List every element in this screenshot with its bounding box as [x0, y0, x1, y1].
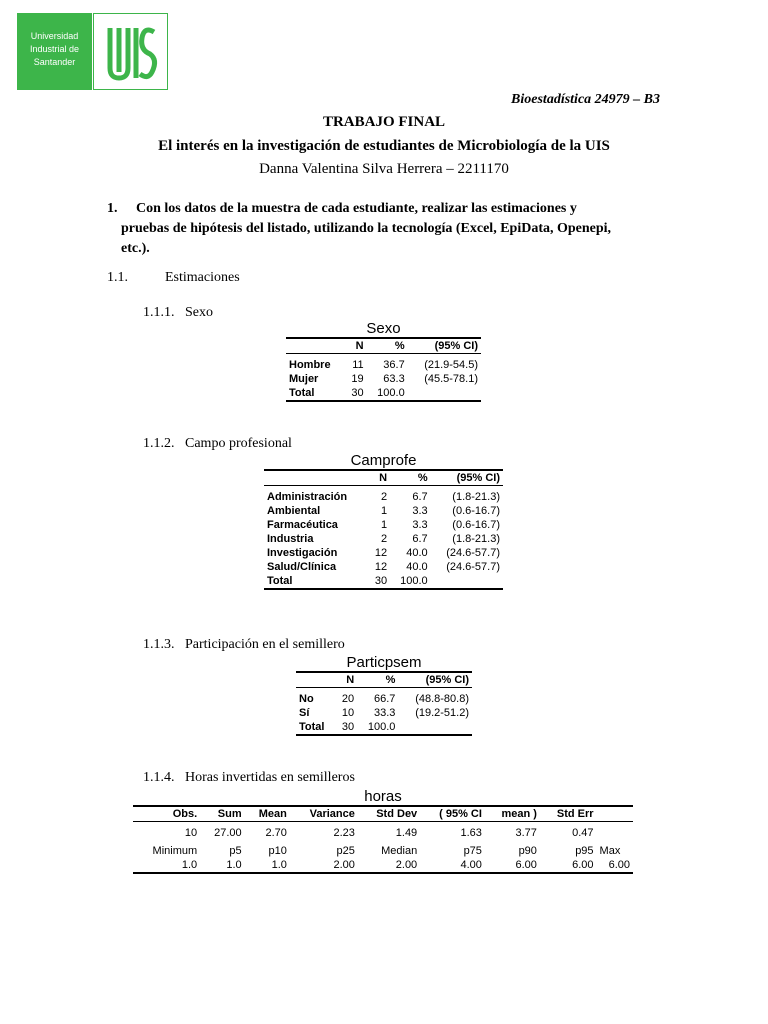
- logo-line-1: Universidad: [30, 31, 79, 41]
- cell: 1: [381, 519, 388, 531]
- cell: (45.5-78.1): [424, 373, 478, 385]
- col-header: N: [355, 340, 364, 352]
- logo-line-2: Industrial de: [29, 44, 80, 54]
- table-row: [133, 826, 633, 840]
- section-title: Estimaciones: [165, 270, 240, 285]
- table-title: Sexo: [366, 320, 401, 337]
- row-label: Hombre: [289, 359, 331, 371]
- table-row: [296, 692, 472, 706]
- cell: 2: [381, 491, 388, 503]
- cell: (24.6-57.7): [446, 547, 500, 559]
- table-horas: [133, 788, 633, 874]
- heading-sexo: 1.1.1. Sexo: [143, 305, 213, 320]
- table-title: Particpsem: [346, 654, 422, 671]
- row-label: Salud/Clínica: [267, 561, 337, 573]
- cell: [431, 574, 503, 589]
- table-row: [264, 504, 503, 518]
- cell: [408, 386, 481, 401]
- cell: (24.6-57.7): [446, 561, 500, 573]
- col-header: %: [394, 340, 405, 352]
- cell: Max: [599, 845, 621, 857]
- row-label: Administración: [267, 491, 348, 503]
- cell: 6.00: [608, 859, 630, 871]
- heading-horas: 1.1.4. Horas invertidas en semilleros: [143, 770, 355, 785]
- cell: 3.3: [412, 505, 428, 517]
- question-line-3: etc.).: [121, 241, 150, 256]
- col-header: [264, 470, 368, 486]
- cell: 12: [374, 561, 388, 573]
- course-code: Bioestadística 24979 – B3: [511, 92, 660, 107]
- row-label: Ambiental: [267, 505, 321, 517]
- col-header: (95% CI): [425, 674, 469, 686]
- author-line: Danna Valentina Silva Herrera – 2211170: [259, 161, 509, 177]
- cell: 6.7: [412, 491, 428, 503]
- cell: 2.00: [333, 859, 355, 871]
- table-row: [286, 372, 481, 386]
- cell: 6.00: [515, 859, 537, 871]
- cell: (19.2-51.2): [415, 707, 469, 719]
- cell: (0.6-16.7): [452, 505, 500, 517]
- col-header: Sum: [217, 808, 242, 820]
- cell: 4.00: [460, 859, 482, 871]
- table-row: [264, 532, 503, 546]
- cell: (48.8-80.8): [415, 693, 469, 705]
- table-row: [264, 490, 503, 504]
- row-label: Total: [289, 387, 315, 399]
- col-header: mean ): [501, 808, 537, 820]
- document-title: TRABAJO FINAL: [322, 114, 446, 130]
- col-header: N: [346, 674, 355, 686]
- col-header: [296, 672, 335, 688]
- row-label: Mujer: [289, 373, 319, 385]
- cell: Median: [381, 845, 418, 857]
- cell: 10: [341, 707, 355, 719]
- cell: p10: [268, 845, 287, 857]
- cell: 1.0: [271, 859, 287, 871]
- question-line-1: Con los datos de la muestra de cada estudiante, realizar las estimaciones y: [136, 201, 577, 216]
- table-row: [264, 574, 503, 589]
- cell: 19: [351, 373, 364, 385]
- cell: p25: [336, 845, 355, 857]
- cell: 66.7: [373, 693, 396, 705]
- document-subtitle: El interés en la investigación de estudiantes de Microbiología de la UIS: [158, 138, 610, 154]
- cell: p95: [575, 845, 594, 857]
- cell: 20: [341, 693, 355, 705]
- cell: (0.6-16.7): [452, 519, 500, 531]
- col-header: [597, 806, 633, 822]
- logo-text-block: [17, 13, 92, 90]
- table-sexo: [286, 320, 481, 402]
- table-title: horas: [364, 788, 402, 805]
- cell: 3.3: [412, 519, 428, 531]
- cell: p5: [229, 845, 242, 857]
- cell: (1.8-21.3): [452, 491, 500, 503]
- row-label: Farmacéutica: [267, 519, 338, 531]
- heading-camprofe: 1.1.2. Campo profesional: [143, 436, 292, 451]
- cell: 2.23: [333, 827, 355, 839]
- table-row: [264, 546, 503, 560]
- cell: 100.0: [367, 721, 396, 733]
- col-header: %: [417, 472, 428, 484]
- col-header: (95% CI): [434, 340, 478, 352]
- cell: 2: [381, 533, 388, 545]
- cell: 1.63: [460, 827, 482, 839]
- cell: 27.00: [214, 827, 242, 839]
- row-label: No: [299, 693, 314, 705]
- table-title: Camprofe: [350, 452, 417, 469]
- question-number: 1.: [107, 201, 118, 216]
- col-header: Mean: [258, 808, 287, 820]
- table-row: [133, 858, 633, 873]
- cell: [398, 720, 472, 735]
- col-header: N: [379, 472, 388, 484]
- cell: 40.0: [406, 547, 428, 559]
- col-header: (95% CI): [456, 472, 500, 484]
- row-label: Investigación: [267, 547, 338, 559]
- cell: 10: [184, 827, 198, 839]
- row-label: Sí: [299, 707, 310, 719]
- cell: (1.8-21.3): [452, 533, 500, 545]
- col-header: %: [385, 674, 396, 686]
- cell: [597, 826, 633, 840]
- table-row: [296, 720, 472, 735]
- question-block: [107, 199, 660, 259]
- cell: 2.70: [265, 827, 287, 839]
- table-row: [286, 386, 481, 401]
- cell: Minimum: [152, 845, 198, 857]
- uis-emblem-icon: [93, 13, 168, 90]
- col-header: Std Err: [556, 808, 594, 820]
- col-header: Obs.: [172, 808, 198, 820]
- cell: 6.7: [412, 533, 428, 545]
- table-particpsem: [296, 654, 472, 736]
- cell: 33.3: [373, 707, 396, 719]
- row-label: Total: [267, 575, 293, 587]
- col-header: Std Dev: [376, 808, 418, 820]
- cell: 63.3: [383, 373, 405, 385]
- cell: 3.77: [515, 827, 537, 839]
- cell: 36.7: [383, 359, 405, 371]
- cell: 30: [374, 575, 388, 587]
- table-row: [133, 844, 633, 858]
- table-row: [286, 358, 481, 372]
- table-row: [264, 560, 503, 574]
- cell: 30: [351, 387, 364, 399]
- table-row: [264, 518, 503, 532]
- col-header: Variance: [309, 808, 355, 820]
- cell: p75: [463, 845, 482, 857]
- cell: 40.0: [406, 561, 428, 573]
- table-row: [296, 706, 472, 720]
- cell: 6.00: [572, 859, 594, 871]
- cell: 100.0: [377, 387, 405, 399]
- logo-line-3: Santander: [33, 57, 76, 67]
- cell: 30: [341, 721, 355, 733]
- cell: 2.00: [395, 859, 418, 871]
- col-header: [286, 338, 344, 354]
- heading-particpsem: 1.1.3. Participación en el semillero: [143, 637, 345, 652]
- cell: 1.0: [226, 859, 242, 871]
- cell: 100.0: [400, 575, 428, 587]
- cell: 1.49: [395, 827, 418, 839]
- cell: 11: [352, 359, 364, 371]
- table-camprofe: [264, 452, 503, 590]
- question-line-2: pruebas de hipótesis del listado, utilizando la tecnología (Excel, EpiData, Openepi,: [121, 221, 612, 236]
- section-number: 1.1.: [107, 270, 128, 285]
- cell: 1: [381, 505, 388, 517]
- cell: 12: [374, 547, 388, 559]
- cell: (21.9-54.5): [424, 359, 478, 371]
- cell: p90: [518, 845, 537, 857]
- col-header: ( 95% CI: [439, 808, 482, 820]
- row-label: Industria: [267, 533, 314, 545]
- uis-logo: [17, 13, 168, 90]
- cell: 1.0: [181, 859, 198, 871]
- row-label: Total: [299, 721, 325, 733]
- cell: 0.47: [572, 827, 594, 839]
